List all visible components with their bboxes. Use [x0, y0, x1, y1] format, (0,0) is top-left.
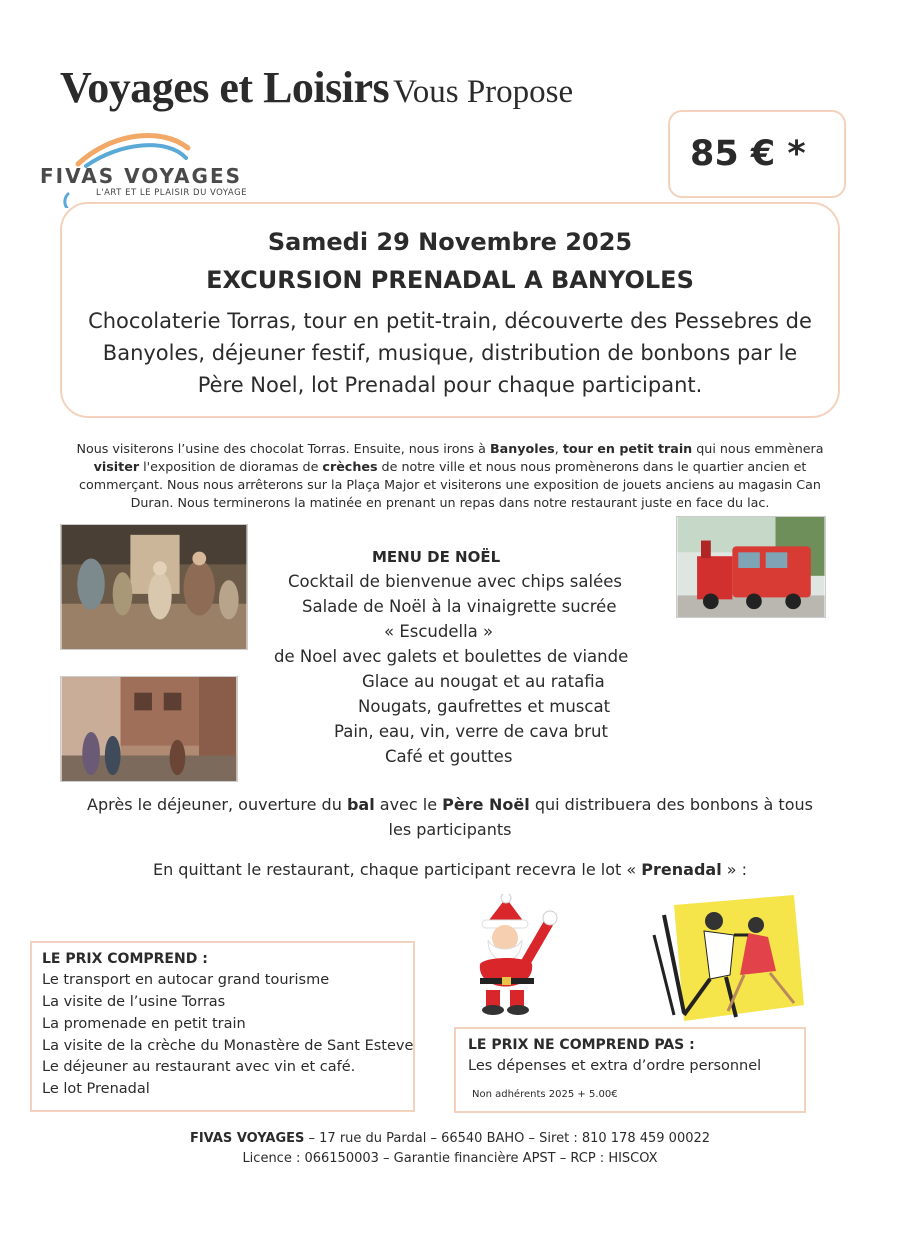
- event-desc-line: Père Noel, lot Prenadal pour chaque participant.: [197, 373, 703, 397]
- intro-paragraph: [62, 440, 838, 512]
- lot-line: [60, 860, 840, 879]
- event-description: [80, 305, 820, 401]
- bal-text: Après le déjeuner, ouverture du: [87, 795, 347, 814]
- menu-item: Glace au nougat et au ratafia: [362, 672, 605, 691]
- intro-bold: Banyoles: [489, 441, 555, 456]
- creche-photo: [60, 524, 248, 650]
- bal-paragraph: [60, 792, 840, 842]
- title-main: Voyages et Loisirs: [60, 63, 390, 112]
- lot-bold: Prenadal: [641, 860, 722, 879]
- street-diorama-photo: [60, 676, 238, 782]
- included-item: La visite de l’usine Torras: [42, 994, 226, 1010]
- menu-title: MENU DE NOËL: [372, 548, 501, 566]
- lot-text: » :: [721, 860, 748, 879]
- menu-item: Salade de Noël à la vinaigrette sucrée: [302, 597, 617, 616]
- intro-bold: crèches: [322, 459, 378, 474]
- bal-text: avec le: [374, 795, 443, 814]
- intro-text: qui nous emmènera: [692, 441, 824, 456]
- menu-item: Nougats, gaufrettes et muscat: [358, 697, 611, 716]
- bal-line: les participants: [388, 820, 512, 839]
- menu-item: Pain, eau, vin, verre de cava brut: [334, 722, 608, 741]
- included-item: Le lot Prenadal: [42, 1081, 150, 1097]
- menu-item: de Noel avec galets et boulettes de viande: [274, 647, 629, 666]
- intro-text: l'exposition de dioramas de: [139, 459, 323, 474]
- included-item: Le déjeuner au restaurant avec vin et café.: [42, 1059, 356, 1075]
- santa-claus-icon: [466, 894, 560, 1018]
- bal-text: qui distribuera des bonbons à tous: [529, 795, 813, 814]
- logo-name: FIVAS VOYAGES: [40, 164, 243, 188]
- footer-company: FIVAS VOYAGES: [189, 1131, 305, 1146]
- lot-text: En quittant le restaurant, chaque participant recevra le lot «: [152, 860, 642, 879]
- excluded-item: Les dépenses et extra d’ordre personnel: [468, 1058, 762, 1074]
- intro-text: de notre ville et nous nous promènerons dans le quartier ancien et commerçant. Nous nous arrêterons sur la Plaça Major et visiterons une exposition de jouets anciens au magasin Can Duran. Nous terminerons la matinée en prenant un repas dans notre restaurant juste en face du lac.: [79, 459, 821, 510]
- bal-bold: Père Noël: [442, 795, 530, 814]
- menu-item: « Escudella »: [384, 622, 494, 641]
- dancers-illustration-icon: [644, 895, 804, 1021]
- event-desc-line: Banyoles, déjeuner festif, musique, distribution de bonbons par le: [102, 341, 798, 365]
- intro-text: Nous visiterons l’usine des chocolat Torras. Ensuite, nous irons à: [76, 441, 490, 456]
- price: 85 € *: [690, 134, 806, 174]
- included-item: La promenade en petit train: [42, 1016, 246, 1032]
- bal-bold: bal: [346, 795, 375, 814]
- page-title: [60, 62, 573, 113]
- intro-bold: visiter: [93, 459, 140, 474]
- included-item: Le transport en autocar grand tourisme: [42, 972, 330, 988]
- event-title: EXCURSION PRENADAL A BANYOLES: [206, 266, 694, 294]
- footer-licence: Licence : 066150003 – Garantie financière APST – RCP : HISCOX: [242, 1151, 658, 1166]
- intro-text: ,: [554, 441, 563, 456]
- intro-bold: tour en petit train: [562, 441, 693, 456]
- footer-address: [60, 1131, 840, 1146]
- event-date: Samedi 29 Novembre 2025: [267, 228, 633, 256]
- logo-tagline: L'ART ET LE PLAISIR DU VOYAGE: [96, 188, 248, 198]
- non-member-note: Non adhérents 2025 + 5.00€: [472, 1089, 618, 1100]
- menu-item: Cocktail de bienvenue avec chips salées: [288, 572, 622, 591]
- event-desc-line: Chocolaterie Torras, tour en petit-train, découverte des Pessebres de: [88, 309, 812, 333]
- included-item: La visite de la crèche du Monastère de Sant Esteve: [42, 1038, 414, 1054]
- bal-line: [60, 792, 840, 817]
- footer-address-text: – 17 rue du Pardal – 66540 BAHO – Siret : 810 178 459 00022: [304, 1131, 711, 1146]
- price-excludes-title: LE PRIX NE COMPREND PAS :: [468, 1037, 695, 1053]
- petit-train-photo: [676, 516, 826, 618]
- title-sub: Vous Propose: [393, 74, 574, 110]
- price-includes-title: LE PRIX COMPREND :: [42, 951, 208, 967]
- menu-item: Café et gouttes: [385, 747, 513, 766]
